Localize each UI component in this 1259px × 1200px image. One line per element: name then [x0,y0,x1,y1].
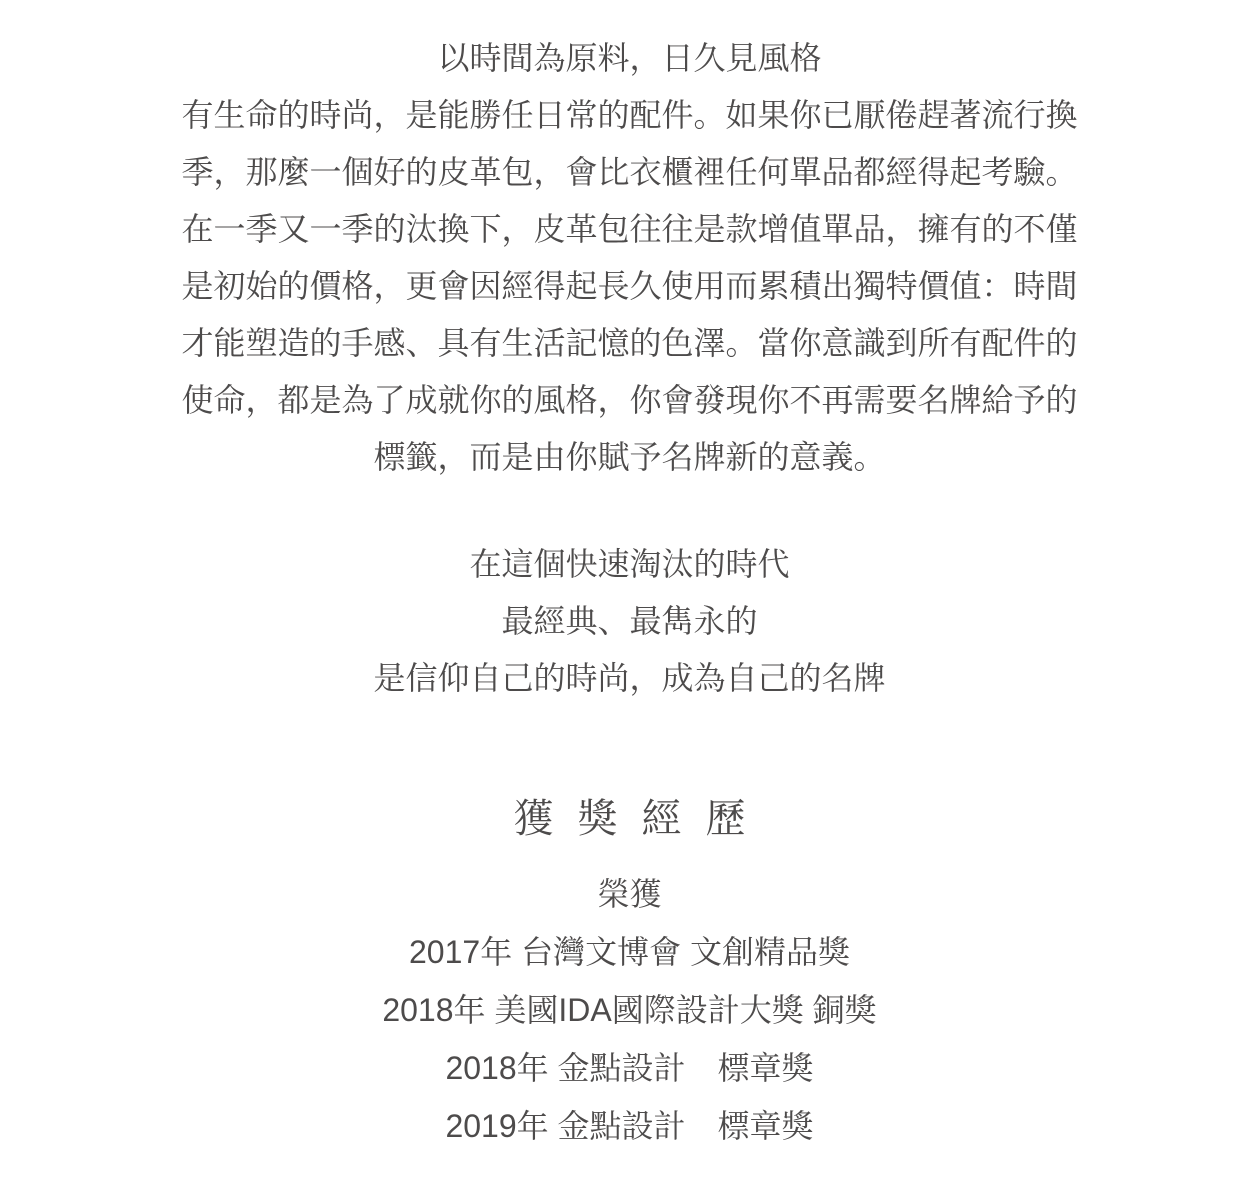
award-item: 2017年 台灣文博會 文創精品獎 [409,934,850,970]
slogan-section [0,536,1259,707]
awards-section [0,791,1259,1155]
award-item: 2018年 金點設計 標章獎 [445,1050,814,1086]
intro-paragraph [0,87,1259,486]
intro-line: 才能塑造的手感、具有生活記憶的色澤。當你意識到所有配件的 [181,325,1078,361]
awards-list [0,923,1259,1155]
slogan-line: 是信仰自己的時尚，成為自己的名牌 [373,660,886,696]
intro-section [0,30,1259,486]
award-item: 2018年 美國IDA國際設計大獎 銅獎 [382,992,877,1028]
intro-line: 是初始的價格，更會因經得起長久使用而累積出獨特價值：時間 [181,268,1078,304]
intro-line: 標籤，而是由你賦予名牌新的意義。 [373,439,886,475]
intro-title: 以時間為原料，日久見風格 [437,40,822,76]
slogan-line: 最經典、最雋永的 [501,603,758,639]
intro-line: 季，那麼一個好的皮革包，會比衣櫃裡任何單品都經得起考驗。 [181,154,1078,190]
awards-subheading: 榮獲 [597,876,662,912]
slogan-line: 在這個快速淘汰的時代 [469,546,790,582]
awards-heading: 獲獎經歷 [513,797,770,841]
intro-line: 使命，都是為了成就你的風格，你會發現你不再需要名牌給予的 [181,382,1078,418]
intro-line: 有生命的時尚，是能勝任日常的配件。如果你已厭倦趕著流行換 [181,97,1078,133]
award-item: 2019年 金點設計 標章獎 [445,1108,814,1144]
intro-line: 在一季又一季的汰換下，皮革包往往是款增值單品，擁有的不僅 [181,211,1078,247]
